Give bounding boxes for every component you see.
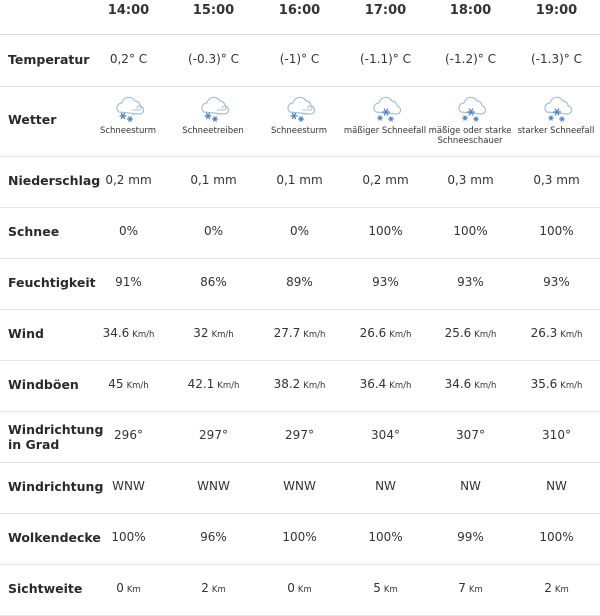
- row-humidity: [0, 258, 600, 310]
- value: 100%: [282, 530, 317, 544]
- value: 99%: [457, 530, 484, 544]
- value: (-1.3)° C: [531, 52, 582, 66]
- row-cloud-cover: [0, 513, 600, 565]
- value-cell: [171, 173, 256, 187]
- value: (-1.2)° C: [445, 52, 496, 66]
- weather-cell: [423, 92, 517, 146]
- row-label: Windrichtung in Grad: [8, 422, 104, 452]
- row-wind-degree: [0, 411, 600, 463]
- value-cell: [514, 428, 599, 442]
- value-cell: [428, 377, 513, 391]
- value: 93%: [372, 275, 399, 289]
- value-cell: [343, 428, 428, 442]
- value-cell: [343, 173, 428, 187]
- value: 297°: [199, 428, 228, 442]
- value-cell: [428, 530, 513, 544]
- value-cell: [86, 326, 171, 340]
- value-cell: [428, 326, 513, 340]
- value-cell: [257, 479, 342, 493]
- value-cell: [86, 275, 171, 289]
- unit: Km: [211, 585, 226, 595]
- value: 100%: [111, 530, 146, 544]
- value: 304°: [371, 428, 400, 442]
- value-cell: [428, 224, 513, 238]
- value: 32: [193, 326, 209, 340]
- value: 0,1 mm: [190, 173, 237, 187]
- value: 100%: [539, 224, 574, 238]
- row-label: Windböen: [8, 377, 79, 392]
- unit: Km/h: [303, 381, 326, 391]
- value: 45: [108, 377, 124, 391]
- unit: Km/h: [474, 381, 497, 391]
- value: 34.6: [102, 326, 130, 340]
- value-cell: [514, 530, 599, 544]
- value-cell: [257, 377, 342, 391]
- unit: Km/h: [132, 330, 155, 340]
- value-cell: [171, 377, 256, 391]
- value-cell: [514, 377, 599, 391]
- row-gusts: [0, 360, 600, 412]
- value-cell: [171, 530, 256, 544]
- value: (-0.3)° C: [188, 52, 239, 66]
- unit: Km/h: [389, 381, 412, 391]
- unit: Km/h: [560, 381, 583, 391]
- value: 93%: [457, 275, 484, 289]
- value: (-1.1)° C: [360, 52, 411, 66]
- value: 93%: [543, 275, 570, 289]
- row-weather: [0, 86, 600, 157]
- value: 297°: [285, 428, 314, 442]
- unit: Km: [468, 585, 483, 595]
- value: 0,1 mm: [276, 173, 323, 187]
- value-cell: [257, 581, 342, 595]
- value-cell: [171, 52, 256, 66]
- value: 42.1: [187, 377, 215, 391]
- value-cell: [171, 224, 256, 238]
- value: 7: [458, 581, 466, 595]
- value: NW: [375, 479, 396, 493]
- weather-description: mäßiger Schneefall: [343, 126, 427, 136]
- value-cell: [86, 52, 171, 66]
- weather-description: starker Schneefall: [517, 126, 595, 136]
- value-cell: [514, 275, 599, 289]
- value: 27.7: [273, 326, 301, 340]
- unit: Km: [554, 585, 569, 595]
- value: (-1)° C: [279, 52, 320, 66]
- value: 35.6: [530, 377, 558, 391]
- unit: Km: [383, 585, 398, 595]
- row-visibility: [0, 564, 600, 616]
- value: NW: [460, 479, 481, 493]
- hour-label: 15:00: [192, 3, 235, 18]
- value-cell: [343, 326, 428, 340]
- value-cell: [171, 479, 256, 493]
- weather-description: Schneetreiben: [182, 126, 244, 136]
- hour-label: 19:00: [535, 3, 578, 18]
- hour-label: 16:00: [278, 3, 321, 18]
- value: 0%: [203, 224, 224, 238]
- value-cell: [514, 326, 599, 340]
- value-cell: [343, 224, 428, 238]
- value: NW: [546, 479, 567, 493]
- value: 0,3 mm: [533, 173, 580, 187]
- value: 0%: [118, 224, 139, 238]
- value-cell: [428, 275, 513, 289]
- value-cell: [514, 52, 599, 66]
- value-cell: [428, 52, 513, 66]
- value: 0,2° C: [109, 52, 148, 66]
- snowflake-cloud-icon: [509, 92, 600, 124]
- value: 2: [201, 581, 209, 595]
- row-label: Windrichtung: [8, 479, 104, 494]
- value-cell: [257, 52, 342, 66]
- value-cell: [171, 326, 256, 340]
- value-cell: [343, 581, 428, 595]
- value: 310°: [542, 428, 571, 442]
- value: WNW: [283, 479, 316, 493]
- value: 0: [287, 581, 295, 595]
- weather-cell: [338, 92, 432, 136]
- snow-wind-cloud-icon: [252, 92, 346, 124]
- value: 86%: [200, 275, 227, 289]
- value: 36.4: [359, 377, 387, 391]
- row-snow: [0, 207, 600, 259]
- value: 89%: [286, 275, 313, 289]
- value-cell: [86, 530, 171, 544]
- value-cell: [257, 530, 342, 544]
- value-cell: [428, 581, 513, 595]
- value-cell: [86, 377, 171, 391]
- row-label: Temperatur: [8, 52, 90, 67]
- row-label: Wind: [8, 326, 44, 341]
- weather-description: Schneesturm: [270, 126, 328, 136]
- value-cell: [86, 224, 171, 238]
- snow-wind-cloud-icon: [81, 92, 175, 124]
- unit: Km/h: [474, 330, 497, 340]
- value-cell: [257, 275, 342, 289]
- value: 100%: [368, 530, 403, 544]
- snowflake-cloud-icon: [338, 92, 432, 124]
- unit: Km/h: [211, 330, 234, 340]
- weather-cell: [252, 92, 346, 136]
- row-label: Feuchtigkeit: [8, 275, 96, 290]
- value: 5: [373, 581, 381, 595]
- value: 100%: [539, 530, 574, 544]
- unit: Km/h: [389, 330, 412, 340]
- row-wind-direction: [0, 462, 600, 514]
- hour-label: 18:00: [449, 3, 492, 18]
- weather-cell: [81, 92, 175, 136]
- weather-cell: [166, 92, 260, 136]
- value: 100%: [368, 224, 403, 238]
- value-cell: [514, 581, 599, 595]
- value: 96%: [200, 530, 227, 544]
- value-cell: [514, 479, 599, 493]
- row-precipitation: [0, 156, 600, 208]
- unit: Km/h: [560, 330, 583, 340]
- value: 0: [116, 581, 124, 595]
- value: 91%: [115, 275, 142, 289]
- value-cell: [343, 275, 428, 289]
- value: 25.6: [444, 326, 472, 340]
- value-cell: [514, 224, 599, 238]
- snowflake-cloud-icon: [423, 92, 517, 124]
- value: WNW: [197, 479, 230, 493]
- hour-label: 17:00: [364, 3, 407, 18]
- unit: Km: [297, 585, 312, 595]
- value-cell: [343, 530, 428, 544]
- row-label: Schnee: [8, 224, 60, 239]
- value-cell: [257, 326, 342, 340]
- value-cell: [343, 377, 428, 391]
- weather-description: mäßige oder starke Schneeschauer: [428, 126, 512, 146]
- unit: Km: [126, 585, 141, 595]
- value-cell: [86, 479, 171, 493]
- value-cell: [343, 52, 428, 66]
- value-cell: [86, 173, 171, 187]
- value: WNW: [112, 479, 145, 493]
- row-wind: [0, 309, 600, 361]
- value-cell: [86, 581, 171, 595]
- value-cell: [428, 479, 513, 493]
- value-cell: [257, 428, 342, 442]
- row-label: Wolkendecke: [8, 530, 101, 545]
- hour-label: 14:00: [107, 3, 150, 18]
- value: 0,2 mm: [362, 173, 409, 187]
- value-cell: [343, 479, 428, 493]
- value: 0%: [289, 224, 310, 238]
- value-cell: [171, 428, 256, 442]
- value: 307°: [456, 428, 485, 442]
- snow-wind-cloud-icon: [166, 92, 260, 124]
- value-cell: [257, 224, 342, 238]
- value-cell: [86, 428, 171, 442]
- unit: Km/h: [217, 381, 240, 391]
- value-cell: [171, 275, 256, 289]
- value: 100%: [453, 224, 488, 238]
- row-label: Niederschlag: [8, 173, 101, 188]
- value-cell: [171, 581, 256, 595]
- value: 26.3: [530, 326, 558, 340]
- row-temperature: [0, 35, 600, 87]
- unit: Km/h: [126, 381, 149, 391]
- value: 0,2 mm: [105, 173, 152, 187]
- value: 0,3 mm: [447, 173, 494, 187]
- value-cell: [428, 173, 513, 187]
- weather-description: Schneesturm: [99, 126, 157, 136]
- value-cell: [514, 173, 599, 187]
- unit: Km/h: [303, 330, 326, 340]
- value-cell: [257, 173, 342, 187]
- time-header-row: [0, 0, 600, 35]
- value-cell: [428, 428, 513, 442]
- value: 38.2: [273, 377, 301, 391]
- value: 2: [544, 581, 552, 595]
- row-label: Wetter: [8, 112, 57, 127]
- value: 296°: [114, 428, 143, 442]
- value: 34.6: [444, 377, 472, 391]
- value: 26.6: [359, 326, 387, 340]
- row-label: Sichtweite: [8, 581, 83, 596]
- weather-cell: [509, 92, 600, 136]
